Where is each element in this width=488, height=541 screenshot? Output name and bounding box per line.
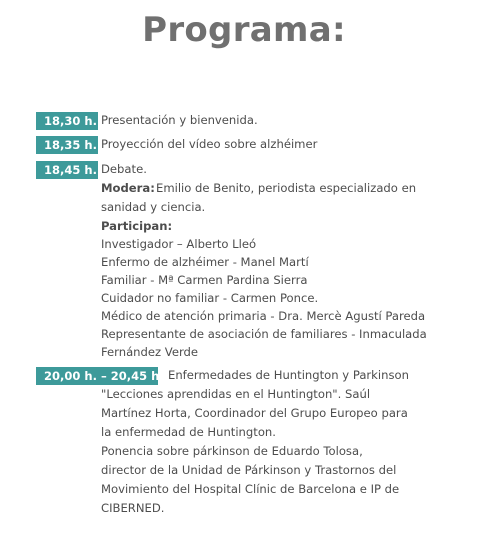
moderator-label: Modera: bbox=[101, 181, 155, 195]
participant-line: Fernández Verde bbox=[101, 345, 199, 359]
session-description-line: Martínez Horta, Coordinador del Grupo Europeo para bbox=[101, 406, 408, 420]
schedule-item-text: Debate. bbox=[101, 162, 147, 176]
participants-label: Participan: bbox=[101, 219, 173, 233]
page-title: Programa: bbox=[142, 10, 346, 50]
participant-line: Médico de atención primaria - Dra. Mercè Agustí Pareda bbox=[101, 309, 426, 323]
participant-line: Cuidador no familiar - Carmen Ponce. bbox=[101, 291, 319, 305]
moderator-text: sanidad y ciencia. bbox=[101, 200, 206, 214]
schedule-item-text: Presentación y bienvenida. bbox=[101, 113, 258, 127]
session-description-line: Movimiento del Hospital Clínic de Barcelona e IP de bbox=[101, 482, 400, 496]
session-description-line: CIBERNED. bbox=[101, 501, 165, 515]
session-description-line: Ponencia sobre párkinson de Eduardo Tolosa, bbox=[101, 444, 363, 458]
participant-line: Representante de asociación de familiares - Inmaculada bbox=[101, 327, 427, 341]
time-badge: 18,30 h. bbox=[36, 112, 98, 130]
participant-line: Investigador – Alberto Lleó bbox=[101, 237, 257, 251]
schedule-item-text: Enfermedades de Huntington y Parkinson bbox=[168, 368, 409, 382]
participant-line: Familiar - Mª Carmen Pardina Sierra bbox=[101, 273, 308, 287]
participant-line: Enfermo de alzhéimer - Manel Martí bbox=[101, 255, 309, 269]
schedule-item-text: Proyección del vídeo sobre alzhéimer bbox=[101, 137, 318, 151]
time-badge: 18,35 h. bbox=[36, 136, 98, 154]
time-badge: 18,45 h. bbox=[36, 161, 98, 179]
time-badge: 20,00 h. – 20,45 h. bbox=[36, 367, 158, 385]
moderator-text: Emilio de Benito, periodista especializado en bbox=[156, 181, 417, 195]
session-description-line: la enfermedad de Huntington. bbox=[101, 425, 276, 439]
session-description-line: "Lecciones aprendidas en el Huntington". Saúl bbox=[101, 387, 371, 401]
session-description-line: director de la Unidad de Párkinson y Trastornos del bbox=[101, 463, 397, 477]
